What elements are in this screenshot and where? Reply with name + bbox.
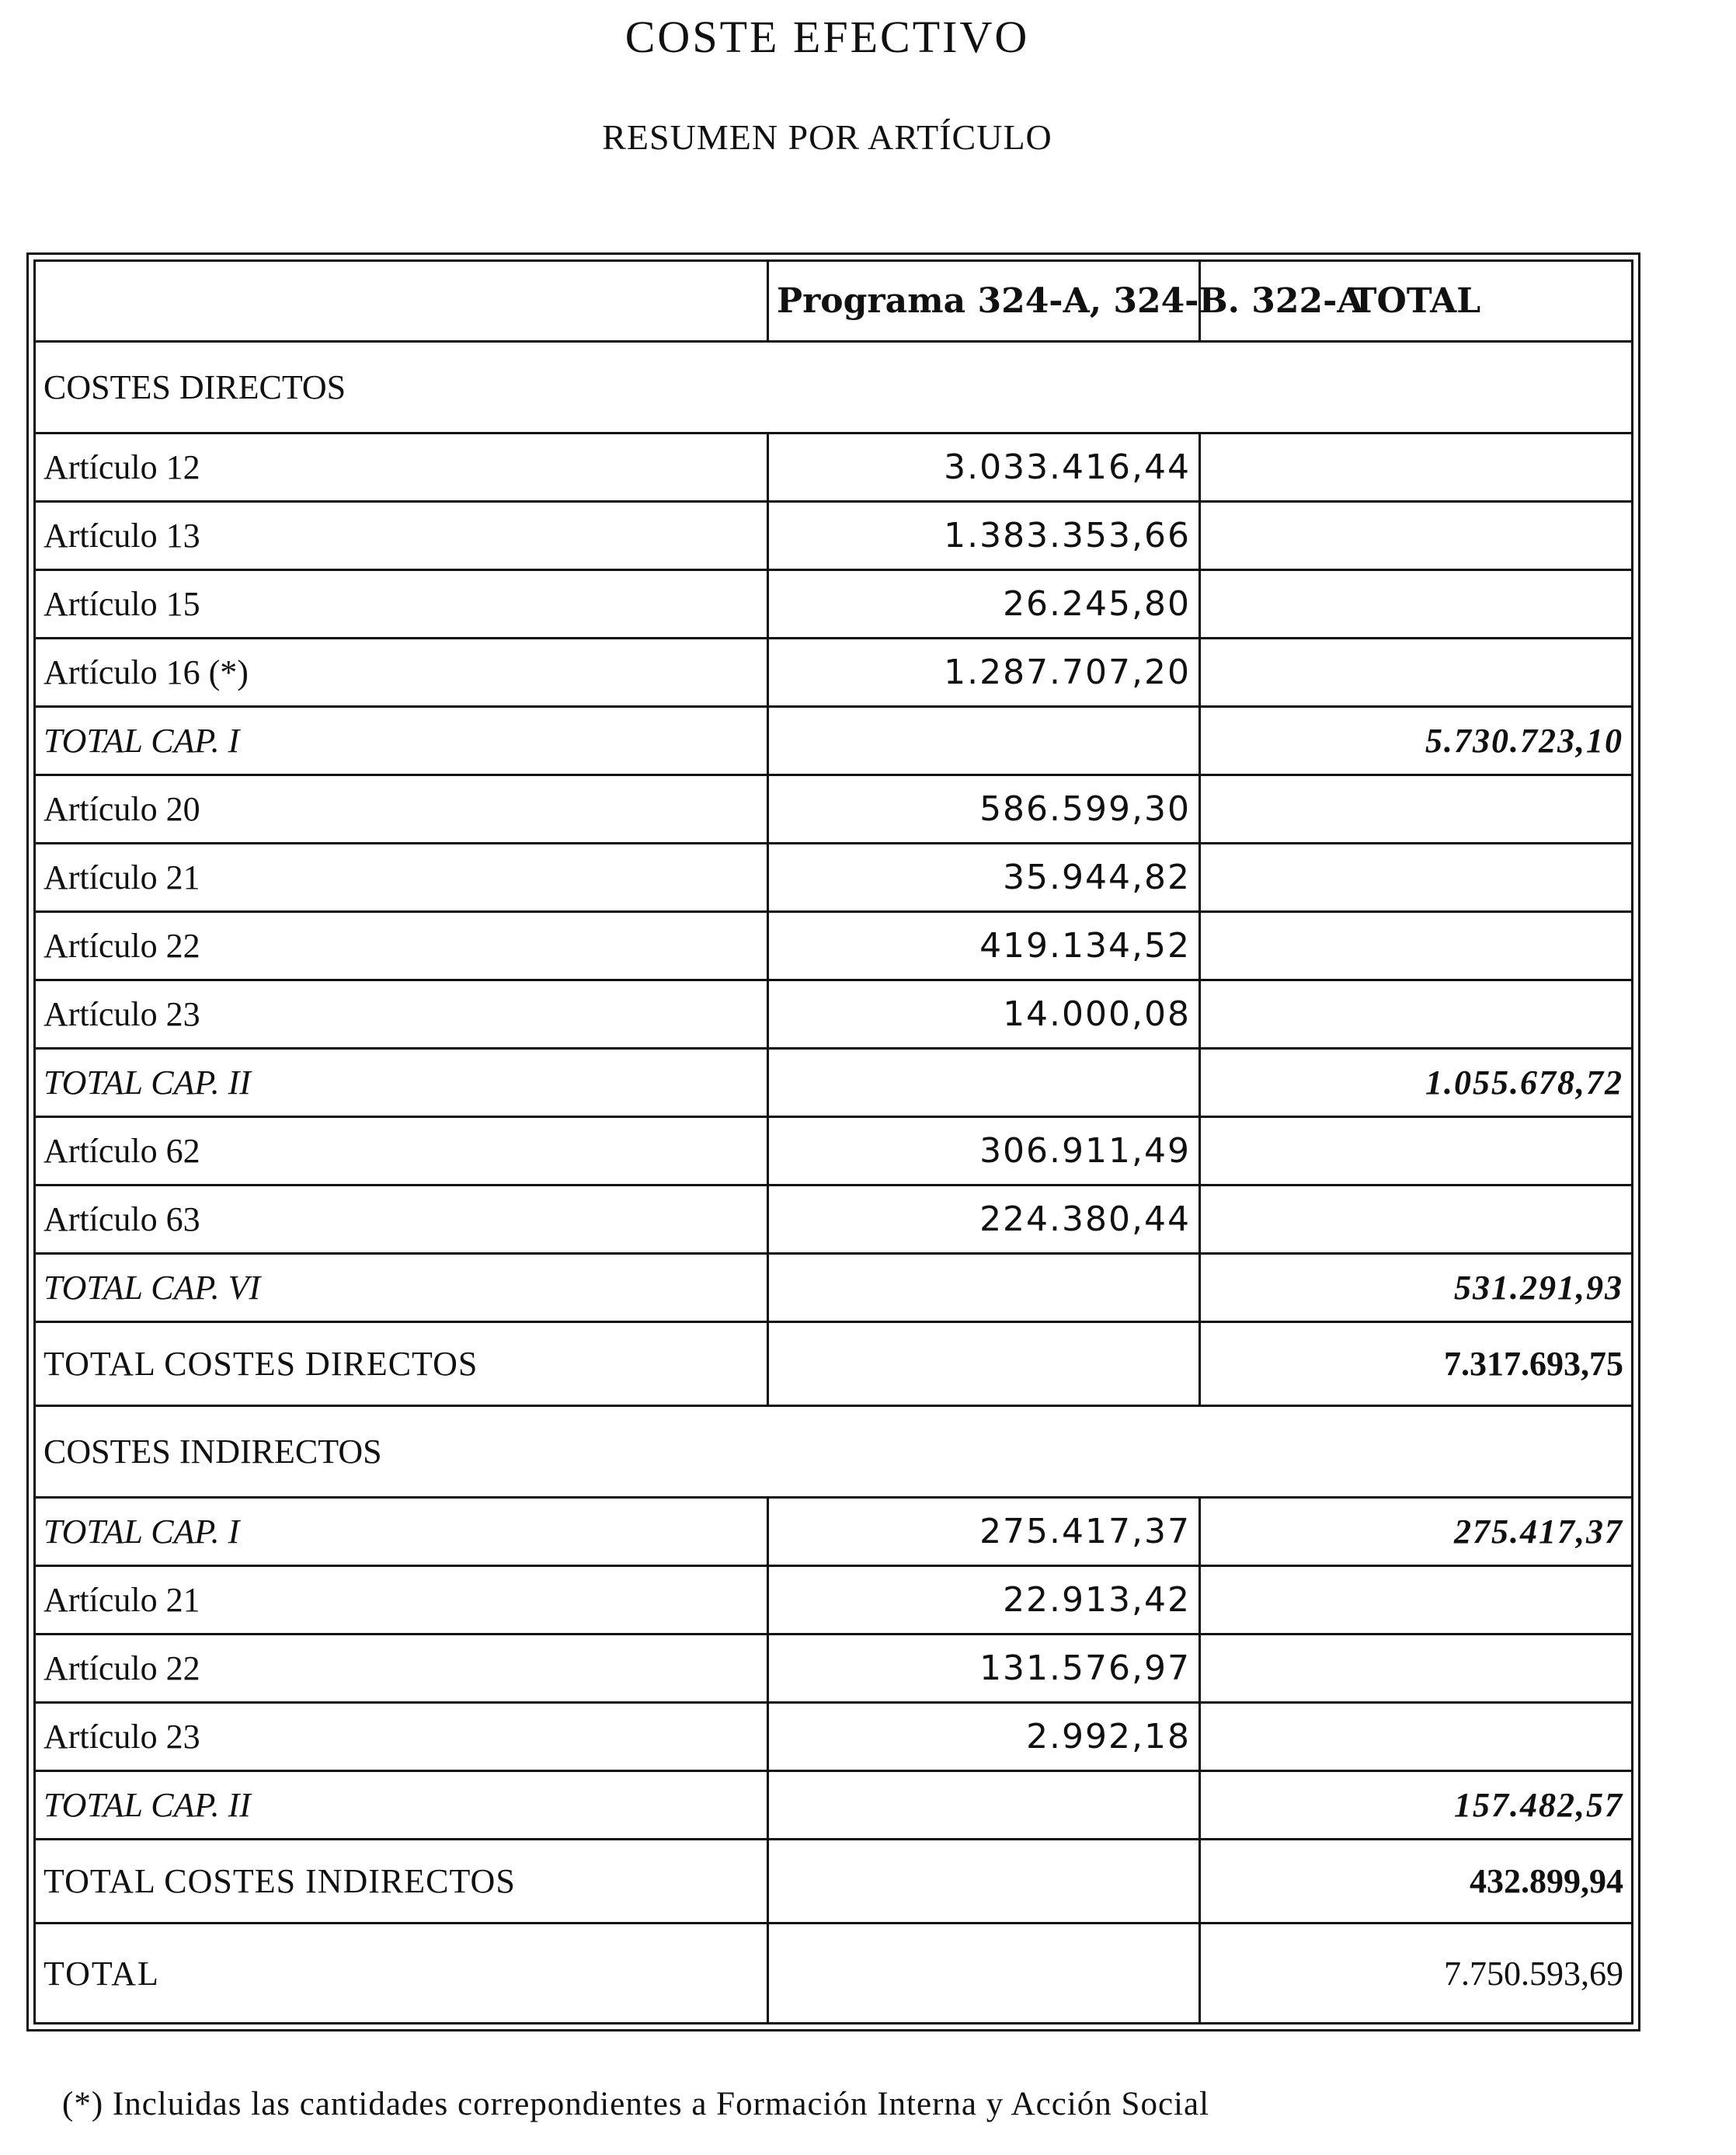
row-label: Artículo 63 <box>35 1185 768 1254</box>
row-total-value <box>1200 502 1633 570</box>
section-total-label: TOTAL COSTES DIRECTOS <box>35 1322 768 1406</box>
row-program-value: 22.913,42 <box>768 1566 1200 1635</box>
row-total-value <box>1200 639 1633 707</box>
subtotal-total-value: 275.417,37 <box>1200 1498 1633 1566</box>
row-label: Artículo 21 <box>35 1566 768 1635</box>
table-row <box>35 1635 1633 1703</box>
row-program-value: 586.599,30 <box>768 775 1200 844</box>
page-subtitle: RESUMEN POR ARTÍCULO <box>602 117 1052 157</box>
row-label: Artículo 62 <box>35 1117 768 1185</box>
footnote: (*) Incluidas las cantidades correpondientes a Formación Interna y Acción Social <box>62 2086 1210 2122</box>
row-label: Artículo 22 <box>35 912 768 980</box>
subtotal-program-value <box>768 1771 1200 1840</box>
row-total-value <box>1200 1117 1633 1185</box>
row-program-value: 3.033.416,44 <box>768 433 1200 502</box>
subtotal-label: TOTAL CAP. I <box>35 707 768 775</box>
section-total-program-value <box>768 1840 1200 1923</box>
subtotal-total-value: 5.730.723,10 <box>1200 707 1633 775</box>
subtotal-total-value: 1.055.678,72 <box>1200 1049 1633 1117</box>
table-header-row <box>35 261 1633 342</box>
table-row <box>35 1185 1633 1254</box>
subtotal-program-value <box>768 1254 1200 1322</box>
subtotal-label: TOTAL CAP. VI <box>35 1254 768 1322</box>
section-total-row <box>35 1322 1633 1406</box>
grand-total-value: 7.750.593,69 <box>1200 1923 1633 2024</box>
row-label: Artículo 22 <box>35 1635 768 1703</box>
row-program-value: 2.992,18 <box>768 1703 1200 1771</box>
subtotal-program-value: 275.417,37 <box>768 1498 1200 1566</box>
row-label: Artículo 15 <box>35 570 768 639</box>
cost-table <box>33 259 1633 2024</box>
row-total-value <box>1200 1566 1633 1635</box>
subtotal-total-value: 531.291,93 <box>1200 1254 1633 1322</box>
row-label: Artículo 23 <box>35 980 768 1049</box>
row-label: Artículo 21 <box>35 844 768 912</box>
table-row <box>35 1703 1633 1771</box>
row-program-value: 131.576,97 <box>768 1635 1200 1703</box>
row-label: Artículo 12 <box>35 433 768 502</box>
header-total-cell: TOTAL <box>1200 261 1633 342</box>
row-program-value: 306.911,49 <box>768 1117 1200 1185</box>
subtotal-label: TOTAL CAP. II <box>35 1771 768 1840</box>
subtotal-program-value <box>768 1049 1200 1117</box>
table-row <box>35 570 1633 639</box>
section-total-program-value <box>768 1322 1200 1406</box>
row-total-value <box>1200 844 1633 912</box>
subtotal-total-value: 157.482,57 <box>1200 1771 1633 1840</box>
section-row-indirectos <box>35 1406 1633 1498</box>
row-program-value: 26.245,80 <box>768 570 1200 639</box>
section-total-label: TOTAL COSTES INDIRECTOS <box>35 1840 768 1923</box>
row-label: Artículo 20 <box>35 775 768 844</box>
grand-total-row <box>35 1923 1633 2024</box>
row-total-value <box>1200 980 1633 1049</box>
row-label: Artículo 23 <box>35 1703 768 1771</box>
table-row <box>35 1566 1633 1635</box>
row-total-value <box>1200 570 1633 639</box>
subtotal-row <box>35 707 1633 775</box>
header-program-cell: Programa 324-A, 324-B. 322-A <box>768 261 1200 342</box>
table-row <box>35 980 1633 1049</box>
table-row <box>35 912 1633 980</box>
row-total-value <box>1200 433 1633 502</box>
section-total-value: 7.317.693,75 <box>1200 1322 1633 1406</box>
subtotal-label: TOTAL CAP. I <box>35 1498 768 1566</box>
row-label: Artículo 16 (*) <box>35 639 768 707</box>
row-total-value <box>1200 912 1633 980</box>
row-program-value: 1.383.353,66 <box>768 502 1200 570</box>
table-row <box>35 844 1633 912</box>
section-row-directos <box>35 342 1633 433</box>
table-row <box>35 775 1633 844</box>
table-row <box>35 502 1633 570</box>
subtotal-row <box>35 1254 1633 1322</box>
table-row <box>35 639 1633 707</box>
section-label: COSTES DIRECTOS <box>35 342 1633 433</box>
grand-total-label: TOTAL <box>35 1923 768 2024</box>
row-program-value: 224.380,44 <box>768 1185 1200 1254</box>
subtotal-row <box>35 1771 1633 1840</box>
section-total-value: 432.899,94 <box>1200 1840 1633 1923</box>
subtotal-row <box>35 1049 1633 1117</box>
row-total-value <box>1200 775 1633 844</box>
subtotal-label: TOTAL CAP. II <box>35 1049 768 1117</box>
subtotal-row <box>35 1498 1633 1566</box>
row-program-value: 419.134,52 <box>768 912 1200 980</box>
row-program-value: 1.287.707,20 <box>768 639 1200 707</box>
row-label: Artículo 13 <box>35 502 768 570</box>
table-row <box>35 1117 1633 1185</box>
row-total-value <box>1200 1635 1633 1703</box>
section-label: COSTES INDIRECTOS <box>35 1406 1633 1498</box>
section-total-row <box>35 1840 1633 1923</box>
header-blank-cell <box>35 261 768 342</box>
row-total-value <box>1200 1703 1633 1771</box>
subtotal-program-value <box>768 707 1200 775</box>
cost-table-frame <box>26 252 1640 2031</box>
row-program-value: 35.944,82 <box>768 844 1200 912</box>
table-row <box>35 433 1633 502</box>
row-total-value <box>1200 1185 1633 1254</box>
grand-total-program-value <box>768 1923 1200 2024</box>
page-title: COSTE EFECTIVO <box>624 12 1030 62</box>
row-program-value: 14.000,08 <box>768 980 1200 1049</box>
